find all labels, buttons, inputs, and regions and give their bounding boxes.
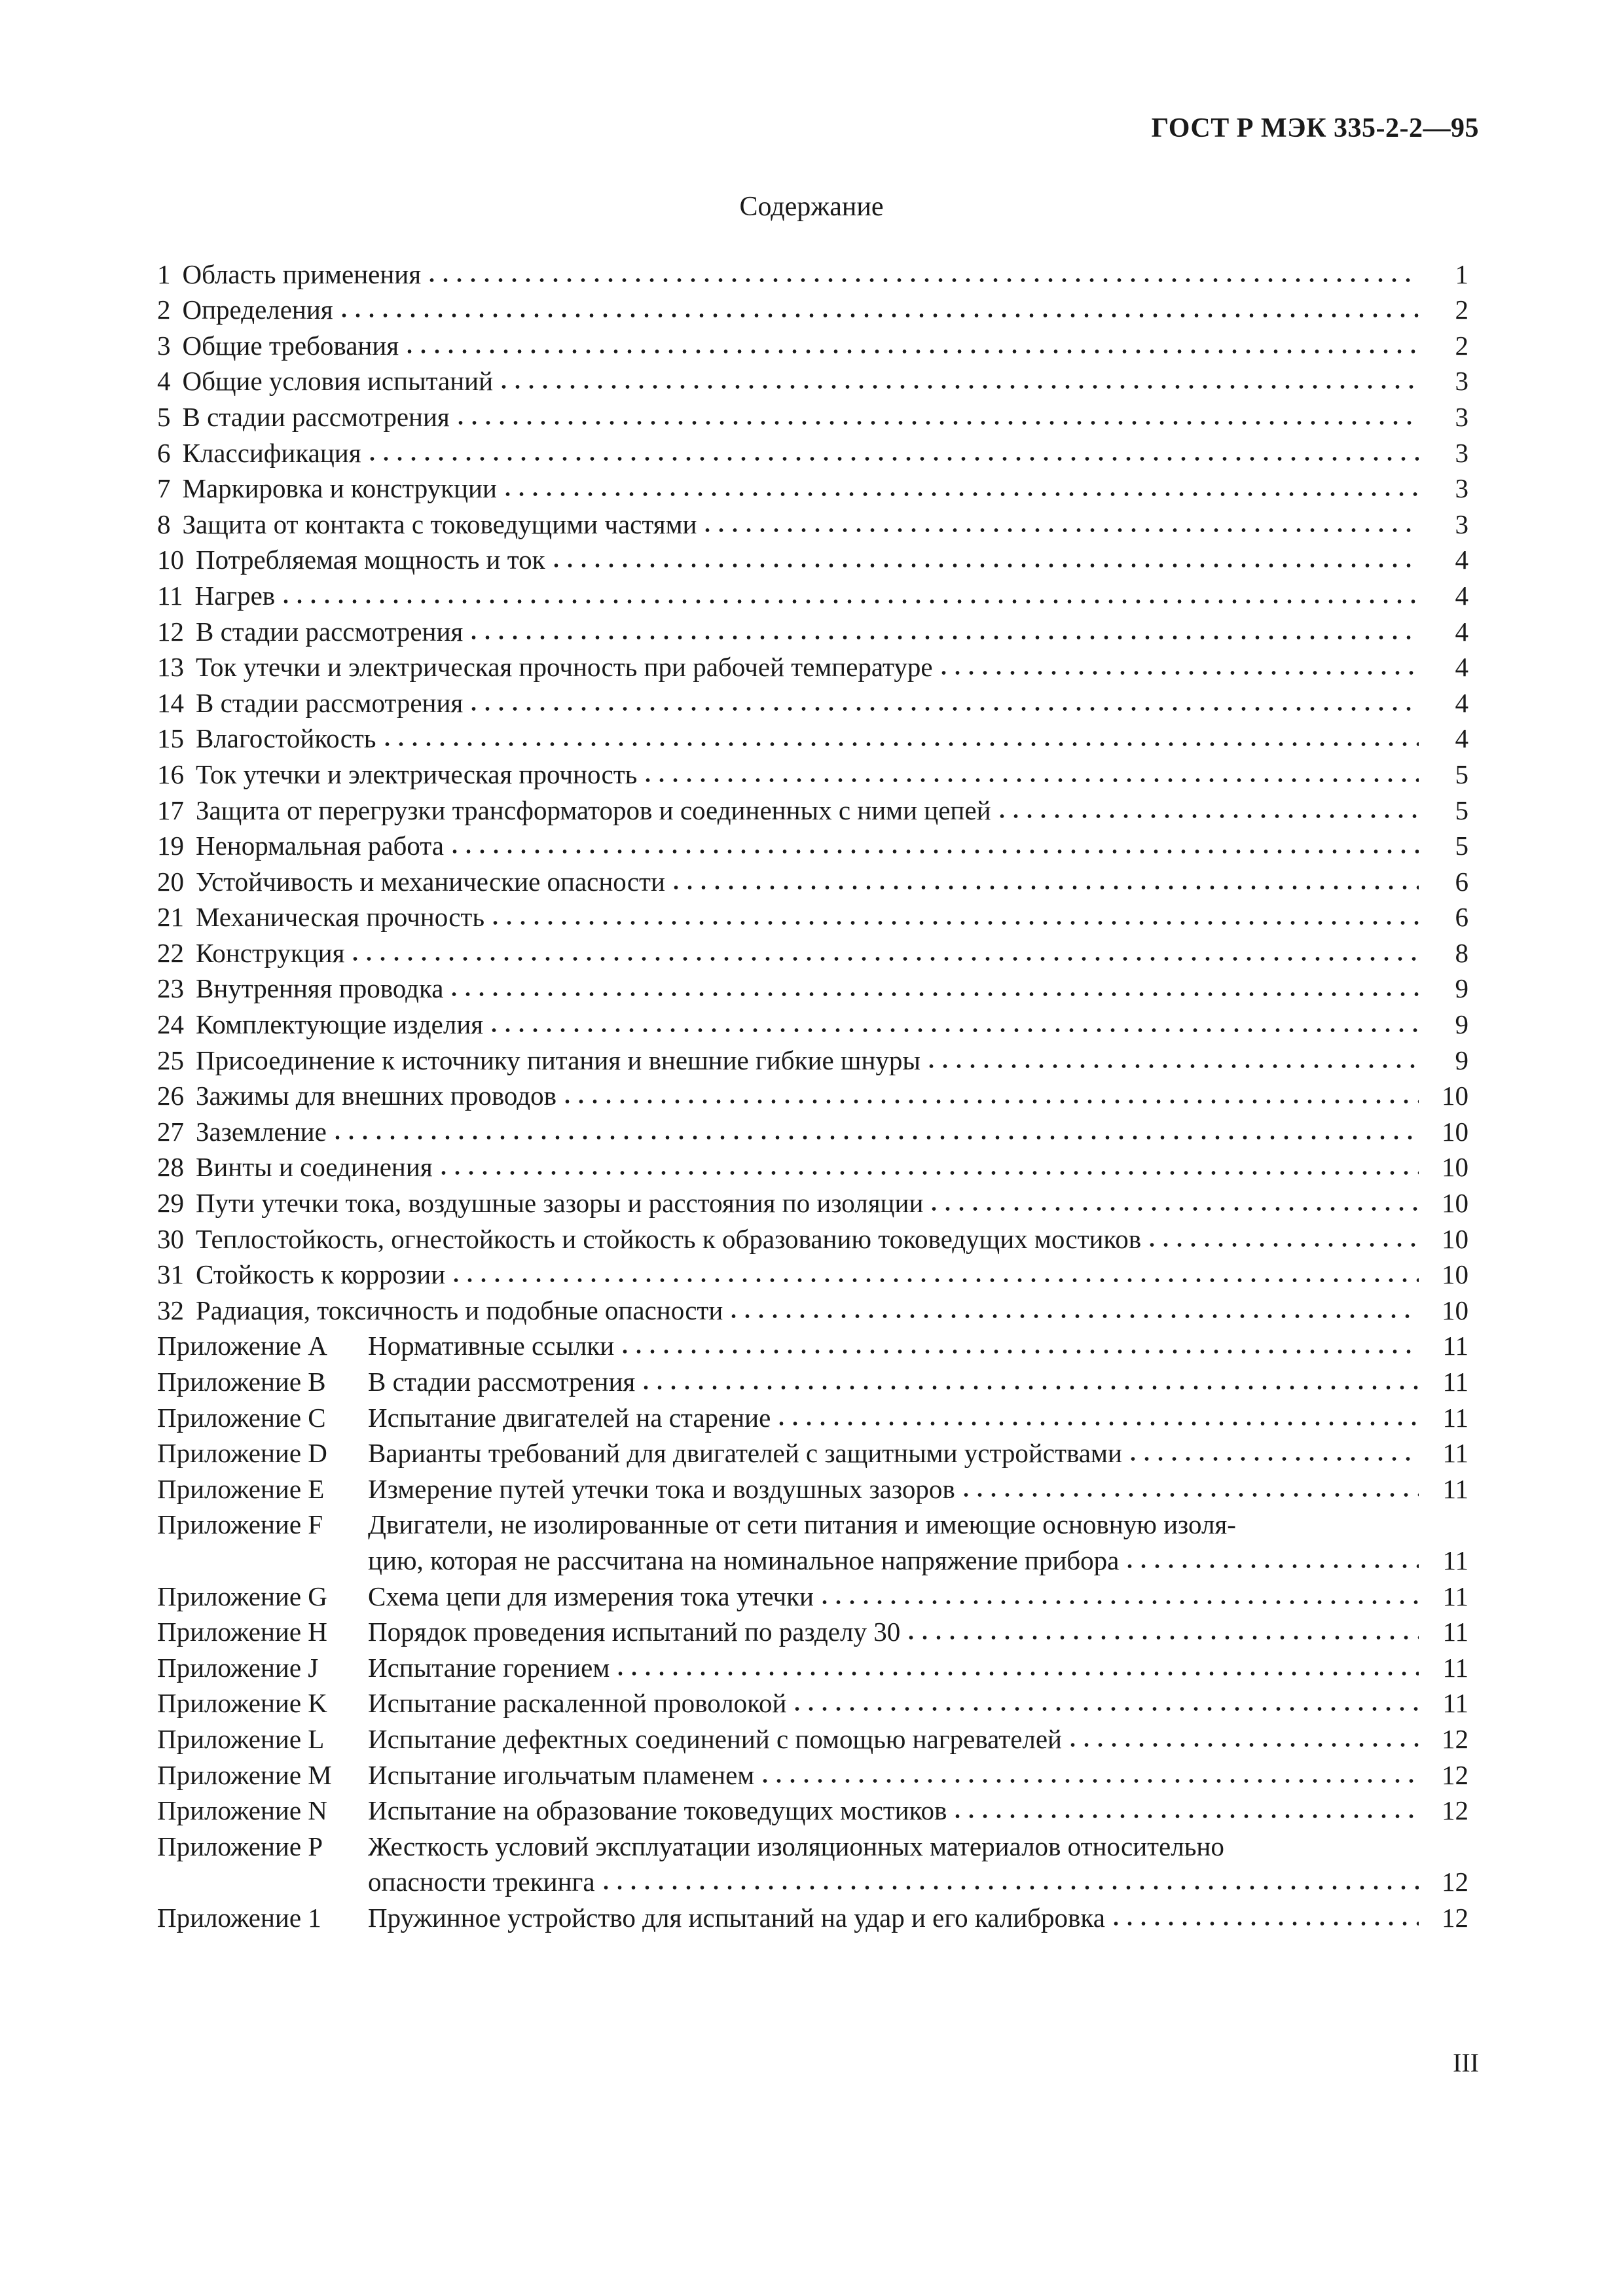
toc-entry — [157, 754, 1468, 790]
toc-entry-title: Зажимы для внешних проводов — [196, 1081, 556, 1111]
toc-entry-page: 10 — [1442, 1295, 1468, 1325]
toc-entry — [157, 611, 1468, 647]
toc-entry-number: 21 — [157, 902, 184, 933]
appendix-title: Двигатели, не изолированные от сети питания и имеющие основную изоля- — [368, 1509, 1236, 1540]
appendix-title: цию, которая не рассчитана на номинальное напряжение прибора — [368, 1545, 1120, 1575]
toc-entry-number: 31 — [157, 1259, 184, 1290]
appendix-title: опасности трекинга — [368, 1867, 595, 1897]
dot-leader — [1126, 1456, 1419, 1462]
toc-entry-number: 30 — [157, 1223, 184, 1254]
appendix-page: 11 — [1442, 1402, 1468, 1433]
toc-entry — [157, 504, 1468, 540]
appendix-entry — [157, 1576, 1468, 1612]
dot-leader — [467, 706, 1419, 712]
dot-leader — [618, 1348, 1419, 1355]
toc-entry — [157, 540, 1468, 576]
toc-entry-number: 6 — [157, 437, 171, 468]
toc-entry-number: 32 — [157, 1295, 184, 1325]
dot-leader — [365, 456, 1419, 462]
toc-entry-title: Пути утечки тока, воздушные зазоры и расстояния по изоляции — [196, 1188, 924, 1219]
dot-leader — [951, 1813, 1419, 1820]
table-of-contents — [157, 254, 1468, 1933]
appendix-label: Приложение C — [157, 1402, 326, 1433]
appendix-entry — [157, 1683, 1468, 1719]
dot-leader — [613, 1670, 1419, 1677]
toc-entry-page: 9 — [1455, 973, 1468, 1004]
toc-entry — [157, 1040, 1468, 1076]
toc-entry — [157, 1219, 1468, 1255]
appendix-entry-continuation — [157, 1862, 1468, 1898]
appendix-page: 11 — [1442, 1617, 1468, 1647]
toc-entry-number: 12 — [157, 616, 184, 647]
appendix-page: 11 — [1442, 1545, 1468, 1575]
dot-leader — [380, 741, 1419, 747]
toc-entry — [157, 433, 1468, 469]
appendix-page: 11 — [1442, 1367, 1468, 1397]
appendix-title: Варианты требований для двигателей с защитными устройствами — [368, 1438, 1122, 1469]
toc-entry — [157, 826, 1468, 862]
appendix-label: Приложение L — [157, 1723, 325, 1754]
toc-entry — [157, 719, 1468, 755]
dot-leader — [403, 348, 1419, 355]
toc-entry-title: Общие условия испытаний — [182, 366, 494, 397]
appendix-entry — [157, 1719, 1468, 1755]
appendix-entry — [157, 1469, 1468, 1505]
appendix-title: Испытание на образование токоведущих мостиков — [368, 1795, 947, 1826]
appendix-title: Испытание игольчатым пламенем — [368, 1759, 755, 1790]
toc-entry-number: 8 — [157, 509, 171, 539]
dot-leader — [348, 956, 1419, 962]
toc-entry-title: Маркировка и конструкции — [182, 473, 497, 504]
dot-leader — [927, 1206, 1419, 1212]
dot-leader — [337, 312, 1419, 319]
toc-entry-title: В стадии рассмотрения — [182, 401, 450, 432]
appendix-entry — [157, 1505, 1468, 1541]
appendix-entry — [157, 1647, 1468, 1683]
toc-entry-page: 3 — [1455, 509, 1468, 539]
appendix-label: Приложение K — [157, 1688, 327, 1719]
appendix-page: 12 — [1442, 1723, 1468, 1754]
appendix-page: 12 — [1442, 1795, 1468, 1826]
toc-entry-number: 10 — [157, 545, 184, 575]
appendix-entry — [157, 1791, 1468, 1827]
dot-leader — [790, 1706, 1419, 1712]
toc-entry — [157, 575, 1468, 611]
dot-leader — [497, 384, 1419, 390]
appendix-label: Приложение M — [157, 1759, 332, 1790]
appendix-label: Приложение N — [157, 1795, 327, 1826]
toc-entry-number: 27 — [157, 1116, 184, 1147]
appendix-entry — [157, 1826, 1468, 1862]
appendix-entry — [157, 1897, 1468, 1933]
dot-leader — [448, 848, 1419, 855]
dot-leader — [959, 1492, 1419, 1498]
appendix-page: 11 — [1442, 1331, 1468, 1361]
toc-entry-title: Область применения — [182, 259, 422, 289]
toc-entry-title: Потребляемая мощность и ток — [196, 545, 545, 575]
toc-entry-number: 29 — [157, 1188, 184, 1219]
dot-leader — [488, 920, 1419, 926]
appendix-title: Схема цепи для измерения тока утечки — [368, 1581, 814, 1611]
toc-entry-title: Ненормальная работа — [196, 831, 444, 861]
toc-entry-page: 10 — [1442, 1259, 1468, 1290]
toc-entry-page: 10 — [1442, 1081, 1468, 1111]
toc-entry-title: Теплостойкость, огнестойкость и стойкость к образованию токоведущих мостиков — [196, 1223, 1142, 1254]
appendix-title: Жесткость условий эксплуатации изоляционных материалов относительно — [368, 1831, 1224, 1861]
toc-entry-number: 28 — [157, 1152, 184, 1183]
toc-entry-title: Присоединение к источнику питания и внешние гибкие шнуры — [196, 1045, 921, 1075]
toc-entry — [157, 1076, 1468, 1112]
dot-leader — [924, 1063, 1419, 1069]
toc-entry — [157, 1004, 1468, 1040]
toc-entry-page: 6 — [1455, 866, 1468, 897]
appendix-page: 12 — [1442, 1759, 1468, 1790]
toc-entry — [157, 397, 1468, 433]
appendix-label: Приложение H — [157, 1617, 327, 1647]
appendix-entry — [157, 1612, 1468, 1648]
toc-entry-title: Классификация — [182, 437, 361, 468]
toc-entry-title: Общие требования — [182, 330, 399, 361]
toc-entry-number: 2 — [157, 295, 171, 325]
appendix-entry — [157, 1755, 1468, 1791]
toc-entry-page: 5 — [1455, 831, 1468, 861]
appendix-label: Приложение A — [157, 1331, 327, 1361]
appendix-label: Приложение 1 — [157, 1902, 321, 1933]
toc-entry — [157, 790, 1468, 826]
appendix-label: Приложение D — [157, 1438, 327, 1469]
toc-entry-number: 25 — [157, 1045, 184, 1075]
toc-entry — [157, 1183, 1468, 1219]
toc-entry-page: 9 — [1455, 1045, 1468, 1075]
dot-leader — [1066, 1742, 1419, 1748]
toc-entry-page: 1 — [1455, 259, 1468, 289]
dot-leader — [995, 813, 1419, 819]
dot-leader — [560, 1098, 1419, 1105]
toc-entry-number: 11 — [157, 580, 183, 611]
toc-entry-page: 10 — [1442, 1152, 1468, 1183]
toc-entry-number: 1 — [157, 259, 171, 289]
dot-leader — [669, 884, 1419, 891]
toc-entry — [157, 290, 1468, 326]
dot-leader — [775, 1420, 1419, 1427]
toc-entry-title: Винты и соединения — [196, 1152, 433, 1183]
appendix-title: В стадии рассмотрения — [368, 1367, 636, 1397]
toc-entry-number: 7 — [157, 473, 171, 504]
toc-entry-page: 4 — [1455, 616, 1468, 647]
toc-entry-page: 10 — [1442, 1116, 1468, 1147]
toc-entry-page: 3 — [1455, 366, 1468, 397]
toc-entry-page: 9 — [1455, 1009, 1468, 1040]
toc-entry-title: Внутренняя проводка — [196, 973, 444, 1004]
toc-entry-page: 8 — [1455, 937, 1468, 968]
toc-entry — [157, 1255, 1468, 1291]
dot-leader — [701, 527, 1419, 533]
toc-entry-page: 5 — [1455, 759, 1468, 789]
toc-entry-number: 16 — [157, 759, 184, 789]
toc-entry-page: 4 — [1455, 723, 1468, 754]
toc-entry-page: 2 — [1455, 295, 1468, 325]
dot-leader — [467, 634, 1419, 641]
appendix-title: Испытание двигателей на старение — [368, 1402, 771, 1433]
toc-entry-title: Нагрев — [194, 580, 276, 611]
page-number: III — [1453, 2048, 1479, 2077]
toc-entry — [157, 969, 1468, 1005]
dot-leader — [454, 420, 1419, 426]
toc-entry-page: 2 — [1455, 330, 1468, 361]
document-code: ГОСТ Р МЭК 335-2-2—95 — [1151, 113, 1479, 143]
toc-entry-page: 3 — [1455, 401, 1468, 432]
appendix-page: 11 — [1442, 1688, 1468, 1719]
dot-leader — [449, 1277, 1419, 1283]
appendix-page: 11 — [1442, 1581, 1468, 1611]
toc-entry — [157, 1147, 1468, 1183]
toc-entry-page: 10 — [1442, 1223, 1468, 1254]
dot-leader — [937, 670, 1419, 676]
toc-entry-title: Определения — [182, 295, 333, 325]
toc-entry-number: 23 — [157, 973, 184, 1004]
toc-entry — [157, 933, 1468, 969]
appendix-page: 12 — [1442, 1867, 1468, 1897]
toc-entry-number: 26 — [157, 1081, 184, 1111]
toc-entry-page: 4 — [1455, 545, 1468, 575]
toc-entry — [157, 254, 1468, 290]
dot-leader — [1145, 1242, 1419, 1248]
dot-leader — [1109, 1920, 1419, 1927]
toc-entry-page: 4 — [1455, 652, 1468, 683]
appendix-label: Приложение P — [157, 1831, 323, 1861]
appendix-label: Приложение J — [157, 1652, 319, 1683]
appendix-entry — [157, 1433, 1468, 1469]
toc-entry-page: 4 — [1455, 687, 1468, 718]
toc-entry-title: Ток утечки и электрическая прочность при рабочей температуре — [196, 652, 933, 683]
dot-leader — [447, 991, 1419, 997]
dot-leader — [331, 1134, 1419, 1141]
toc-entry — [157, 1111, 1468, 1147]
toc-entry-title: Радиация, токсичность и подобные опасности — [196, 1295, 723, 1325]
appendix-entry-continuation — [157, 1540, 1468, 1576]
dot-leader — [818, 1599, 1419, 1605]
toc-entry-number: 17 — [157, 795, 184, 825]
toc-entry-title: Заземление — [196, 1116, 327, 1147]
appendix-title: Пружинное устройство для испытаний на удар и его калибровка — [368, 1902, 1105, 1933]
toc-entry — [157, 325, 1468, 361]
toc-entry-page: 10 — [1442, 1188, 1468, 1219]
toc-entry-title: Стойкость к коррозии — [196, 1259, 446, 1290]
toc-entry-page: 3 — [1455, 437, 1468, 468]
toc-entry-number: 15 — [157, 723, 184, 754]
dot-leader — [758, 1778, 1419, 1784]
appendix-label: Приложение G — [157, 1581, 327, 1611]
appendix-page: 11 — [1442, 1473, 1468, 1504]
toc-entry-title: Ток утечки и электрическая прочность — [196, 759, 638, 789]
dot-leader — [437, 1170, 1419, 1176]
appendix-page: 12 — [1442, 1902, 1468, 1933]
toc-entry-title: В стадии рассмотрения — [196, 616, 464, 647]
toc-entry — [157, 861, 1468, 897]
toc-entry-title: Конструкция — [196, 937, 345, 968]
toc-entry-page: 3 — [1455, 473, 1468, 504]
appendix-title: Измерение путей утечки тока и воздушных зазоров — [368, 1473, 955, 1504]
appendix-entry — [157, 1326, 1468, 1362]
toc-entry-title: Защита от контакта с токоведущими частями — [182, 509, 697, 539]
dot-leader — [549, 562, 1419, 569]
appendix-title: Испытание горением — [368, 1652, 610, 1683]
toc-entry-title: Механическая прочность — [196, 902, 485, 933]
dot-leader — [487, 1027, 1419, 1033]
toc-entry-title: Устойчивость и механические опасности — [196, 866, 665, 897]
toc-entry-number: 3 — [157, 330, 171, 361]
dot-leader — [727, 1313, 1419, 1319]
toc-title: Содержание — [739, 192, 884, 222]
appendix-title: Нормативные ссылки — [368, 1331, 615, 1361]
toc-entry — [157, 683, 1468, 719]
toc-entry — [157, 897, 1468, 933]
toc-entry-title: Комплектующие изделия — [196, 1009, 484, 1040]
toc-entry-number: 13 — [157, 652, 184, 683]
appendix-entry — [157, 1397, 1468, 1433]
toc-entry-number: 24 — [157, 1009, 184, 1040]
toc-entry-number: 20 — [157, 866, 184, 897]
toc-entry-page: 5 — [1455, 795, 1468, 825]
appendix-page: 11 — [1442, 1438, 1468, 1469]
toc-entry-number: 22 — [157, 937, 184, 968]
appendix-entry — [157, 1361, 1468, 1397]
toc-entry-number: 5 — [157, 401, 171, 432]
toc-entry-title: Защита от перегрузки трансформаторов и соединенных с ними цепей — [196, 795, 991, 825]
toc-entry-number: 14 — [157, 687, 184, 718]
toc-entry-page: 6 — [1455, 902, 1468, 933]
toc-entry-title: Влагостойкость — [196, 723, 376, 754]
toc-entry — [157, 469, 1468, 505]
toc-entry — [157, 361, 1468, 397]
appendix-label: Приложение B — [157, 1367, 326, 1397]
appendix-label: Приложение E — [157, 1473, 325, 1504]
toc-entry — [157, 647, 1468, 683]
dot-leader — [501, 491, 1419, 497]
toc-entry — [157, 1290, 1468, 1326]
toc-entry-number: 4 — [157, 366, 171, 397]
appendix-label: Приложение F — [157, 1509, 323, 1540]
dot-leader — [1123, 1563, 1419, 1570]
appendix-page: 11 — [1442, 1652, 1468, 1683]
toc-entry-page: 4 — [1455, 580, 1468, 611]
dot-leader — [425, 277, 1419, 283]
dot-leader — [641, 777, 1419, 783]
appendix-title: Испытание дефектных соединений с помощью нагревателей — [368, 1723, 1062, 1754]
toc-entry-number: 19 — [157, 831, 184, 861]
toc-entry-title: В стадии рассмотрения — [196, 687, 464, 718]
dot-leader — [904, 1634, 1419, 1641]
appendix-title: Испытание раскаленной проволокой — [368, 1688, 787, 1719]
dot-leader — [279, 598, 1419, 605]
dot-leader — [599, 1884, 1419, 1891]
dot-leader — [639, 1384, 1419, 1391]
appendix-title: Порядок проведения испытаний по разделу 30 — [368, 1617, 901, 1647]
